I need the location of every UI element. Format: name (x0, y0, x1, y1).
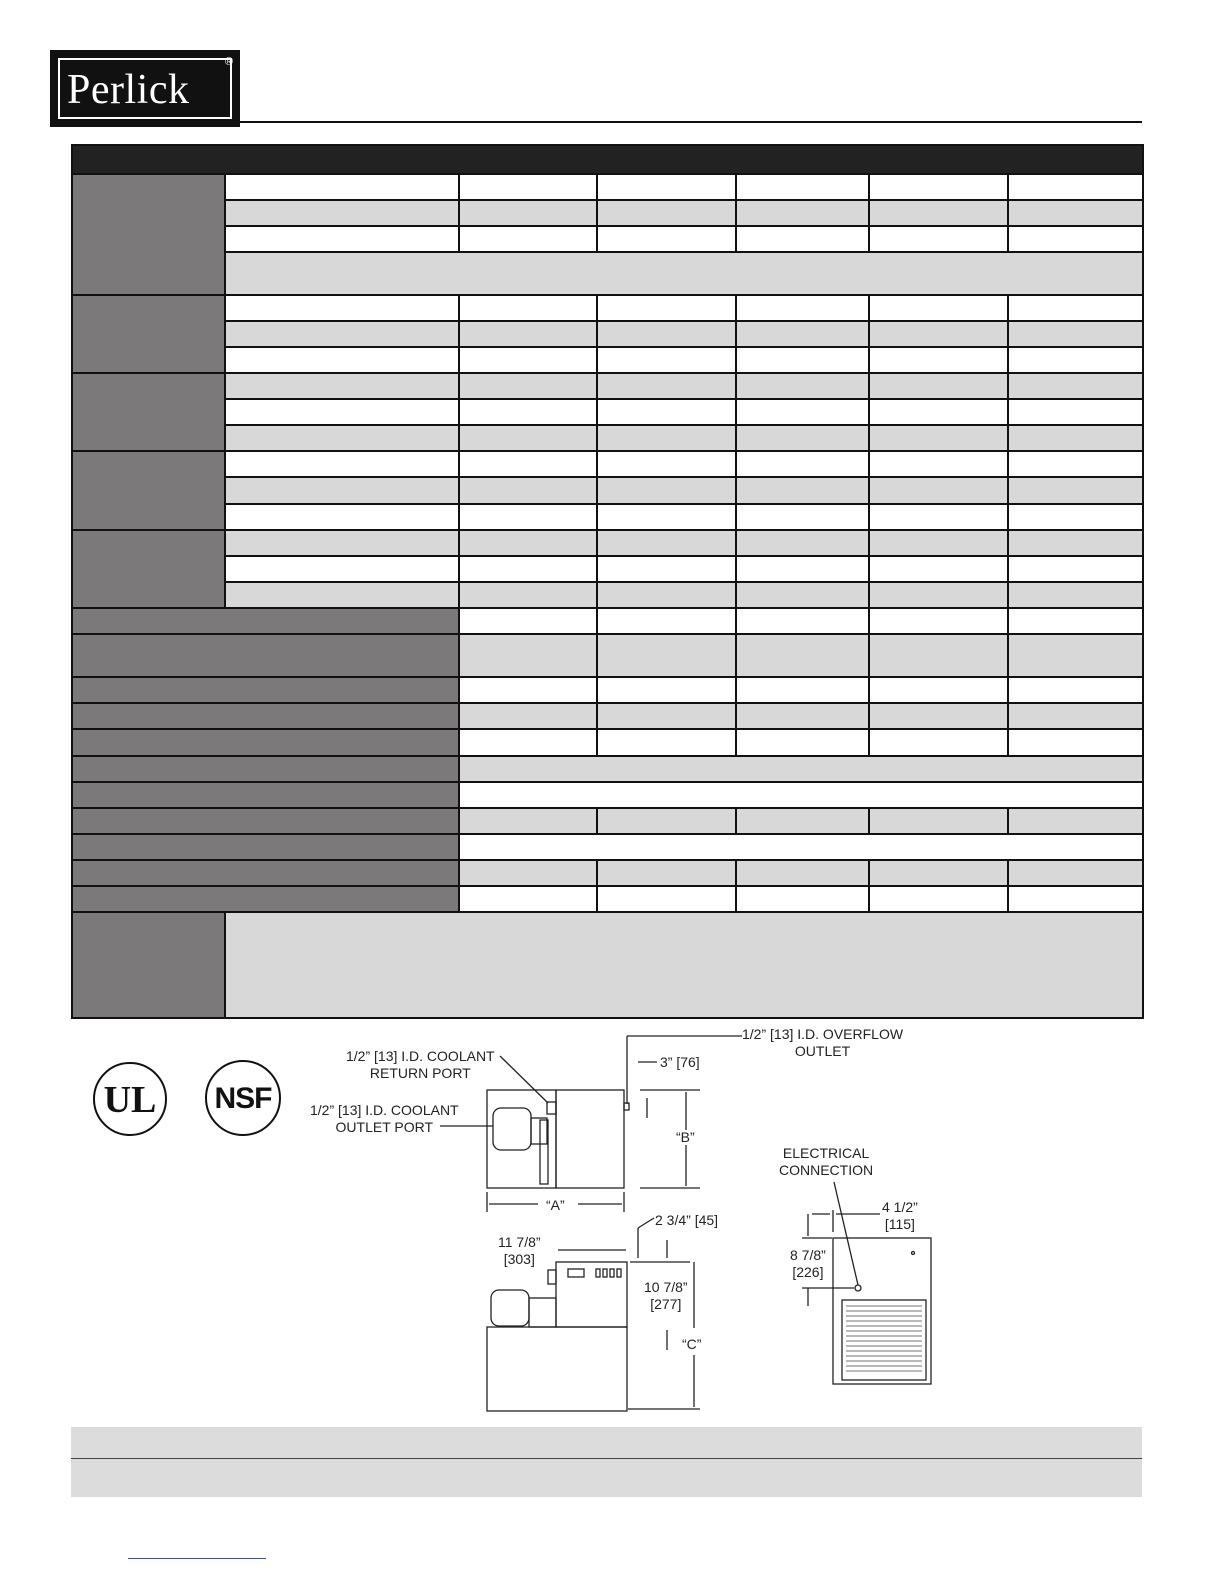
control-display (568, 1269, 584, 1277)
footer-bar (71, 1427, 1142, 1459)
pump-coupling-top (531, 1118, 547, 1144)
reservoir-front (487, 1327, 627, 1411)
vent-grille (842, 1300, 926, 1380)
nsf-mark: NSF (205, 1060, 281, 1136)
pump-coupling-front (529, 1298, 556, 1327)
ul-mark: UL (93, 1062, 167, 1136)
control-button (617, 1269, 621, 1277)
unit-body-top (556, 1090, 624, 1188)
footer-bar (71, 1459, 1142, 1497)
port-front (548, 1270, 556, 1284)
return-port (547, 1102, 556, 1114)
logo-wordmark: Perlick (67, 67, 190, 113)
dim-3in-label: 3” [76] (660, 1054, 700, 1070)
dim-a-label: “A” (546, 1197, 565, 1213)
dim-height-front-label: 10 7/8” [277] (644, 1279, 688, 1312)
pump-motor-top (493, 1108, 531, 1150)
pump-housing-top (487, 1090, 556, 1188)
control-button (610, 1269, 614, 1277)
electrical-port (855, 1285, 861, 1291)
control-button (596, 1269, 600, 1277)
registered-mark: ® (224, 56, 233, 68)
coolant-outlet-label: 1/2” [13] I.D. COOLANT OUTLET PORT (310, 1102, 459, 1135)
overflow-outlet-label: 1/2” [13] I.D. OVERFLOW OUTLET (742, 1026, 904, 1059)
control-button (603, 1269, 607, 1277)
electrical-connection-label: ELECTRICAL CONNECTION (779, 1145, 874, 1178)
overflow-port (624, 1103, 629, 1110)
dim-side-label: 4 1/2” [115] (882, 1199, 918, 1232)
hyperlink-underline[interactable] (128, 1558, 266, 1559)
pump-motor-front (491, 1290, 529, 1326)
dim-top-front-label: 2 3/4” [45] (655, 1212, 719, 1228)
unit-body-front (556, 1262, 627, 1327)
dim-b-label: “B” (676, 1129, 695, 1145)
dim-elec-height-label: 8 7/8” [226] (790, 1247, 826, 1280)
dim-c-label: “C” (682, 1336, 702, 1352)
dim-width-front-label: 11 7/8” [303] (498, 1234, 541, 1267)
coolant-return-label: 1/2” [13] I.D. COOLANT RETURN PORT (346, 1048, 495, 1081)
